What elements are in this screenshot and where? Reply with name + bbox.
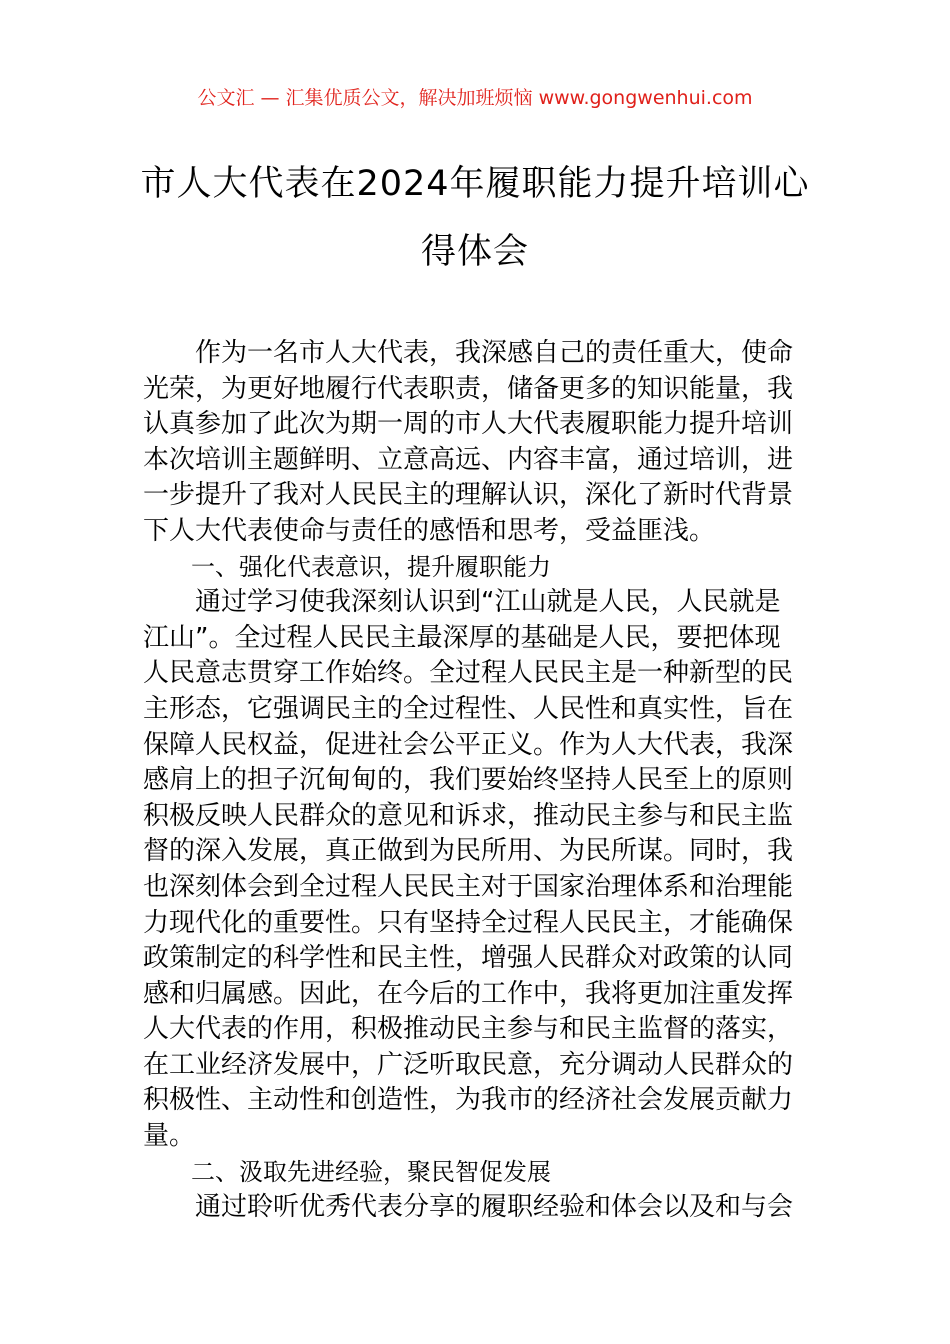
body-line: 也深刻体会到全过程人民民主对于国家治理体系和治理能 (143, 871, 794, 902)
body-line: 江山”。全过程人民民主最深厚的基础是人民，要把体现 (143, 622, 781, 653)
body-line: 主形态，它强调民主的全过程性、人民性和真实性，旨在 (143, 693, 794, 724)
title-line: 得体会 (420, 232, 529, 272)
body-line: 作为一名市人大代表，我深感自己的责任重大，使命 (143, 338, 794, 368)
header-banner: 公文汇 — 汇集优质公文，解决加班烦恼 www.gongwenhui.com (197, 87, 753, 109)
body-line: 保障人民权益，促进社会公平正义。作为人大代表，我深 (143, 729, 794, 760)
body-line: 人大代表的作用，积极推动民主参与和民主监督的落实， (143, 1014, 794, 1045)
body-line: 在工业经济发展中，广泛听取民意，充分调动人民群众的 (143, 1049, 794, 1080)
body-line: 量。 (143, 1121, 196, 1152)
body-line: 通过学习使我深刻认识到“江山就是人民，人民就是 (143, 587, 781, 618)
body-line: 认真参加了此次为期一周的市人大代表履职能力提升培训 (143, 409, 794, 440)
body-line: 感肩上的担子沉甸甸的，我们要始终坚持人民至上的原则 (143, 765, 794, 796)
document-title (140, 150, 810, 286)
body-line: 人民意志贯穿工作始终。全过程人民民主是一种新型的民 (143, 658, 794, 689)
body-line: 积极性、主动性和创造性，为我市的经济社会发展贡献力 (143, 1085, 794, 1116)
body-line: 通过聆听优秀代表分享的履职经验和体会以及和与会 (143, 1192, 794, 1223)
body-line: 力现代化的重要性。只有坚持全过程人民民主，才能确保 (143, 907, 794, 938)
document-body (143, 336, 808, 1226)
body-line: 积极反映人民群众的意见和诉求，推动民主参与和民主监 (143, 800, 794, 831)
body-line: 光荣，为更好地履行代表职责，储备更多的知识能量，我 (143, 373, 794, 404)
body-line: 感和归属感。因此，在今后的工作中，我将更加注重发挥 (143, 978, 794, 1009)
body-line: 下人大代表使命与责任的感悟和思考，受益匪浅。 (143, 515, 716, 546)
body-line: 督的深入发展，真正做到为民所用、为民所谋。同时，我 (143, 836, 794, 867)
section-heading: 二、汲取先进经验，聚民智促发展 (143, 1157, 551, 1186)
section-heading: 一、强化代表意识，提升履职能力 (143, 552, 551, 581)
body-line: 本次培训主题鲜明、立意高远、内容丰富，通过培训，进 (143, 444, 794, 475)
title-line: 市人大代表在2024年履职能力提升培训心 (140, 164, 810, 204)
body-line: 政策制定的科学性和民主性，增强人民群众对政策的认同 (143, 943, 794, 974)
body-line: 一步提升了我对人民民主的理解认识，深化了新时代背景 (143, 480, 794, 511)
